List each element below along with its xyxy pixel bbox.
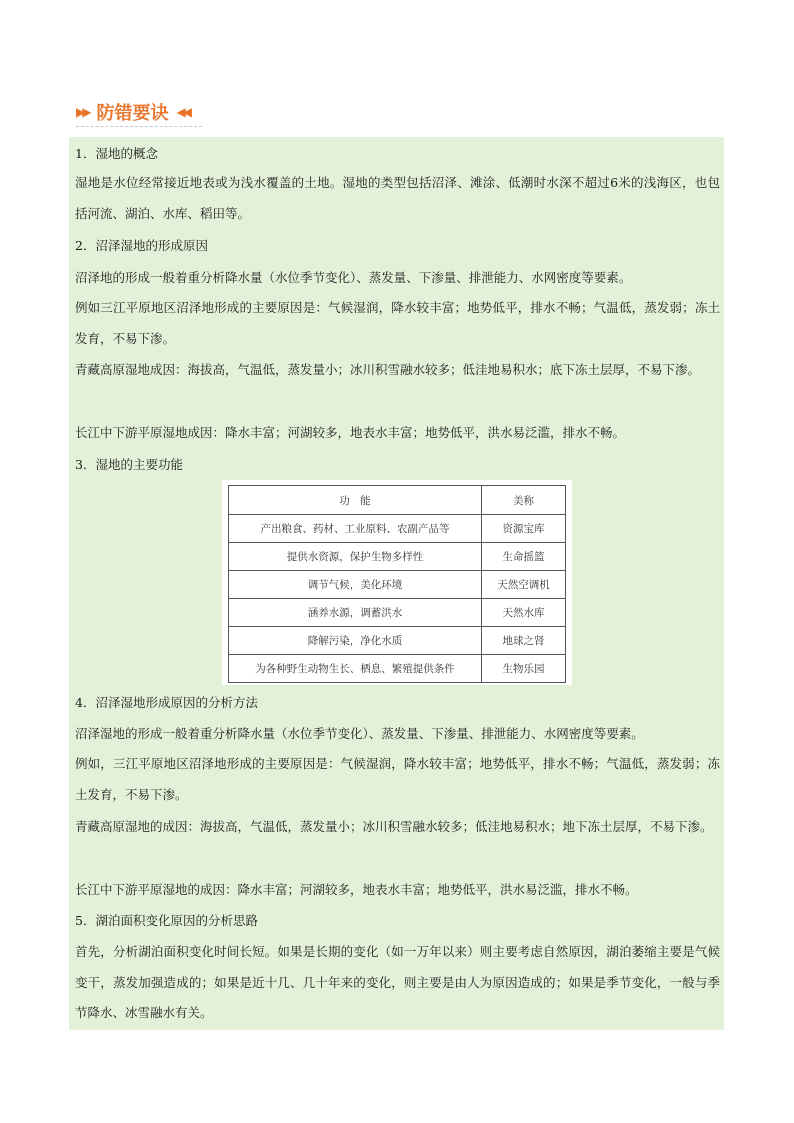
section-2-paragraph-1: 沼泽地的形成一般着重分析降水量（水位季节变化）、蒸发量、下渗量、排泄能力、水网密度等要素。 — [75, 270, 632, 285]
table-row — [229, 515, 566, 543]
table-cell-name: 地球之肾 — [482, 627, 566, 655]
section-2-title: 2．沼泽湿地的形成原因 — [75, 238, 208, 253]
section-1-title: 1．湿地的概念 — [75, 146, 158, 161]
section-4-paragraph-2: 例如，三江平原地区沼泽地形成的主要原因是：气候湿润，降水较丰富；地势低平，排水不畅；气温低，蒸发弱；冻土发育，不易下渗。 — [75, 756, 720, 802]
table-cell-function: 涵养水源，调蓄洪水 — [229, 599, 482, 627]
section-2-paragraph-4: 长江中下游平原湿地成因：降水丰富；河湖较多，地表水丰富；地势低平，洪水易泛滥，排水不畅。 — [75, 425, 626, 440]
right-triangles-icon: ▶▶ — [76, 105, 89, 119]
table-row — [229, 571, 566, 599]
table-cell-function: 提供水资源，保护生物多样性 — [229, 543, 482, 571]
table-header-name: 美称 — [482, 486, 566, 515]
left-triangles-icon: ◀◀ — [176, 105, 189, 119]
table-header-function: 功 能 — [229, 486, 482, 515]
table-row — [229, 655, 566, 683]
table-row — [229, 627, 566, 655]
section-3-title: 3．湿地的主要功能 — [75, 457, 183, 472]
heading-underline — [76, 126, 202, 127]
table-cell-name: 天然空调机 — [482, 571, 566, 599]
functions-table-box — [222, 480, 572, 685]
section-2-paragraph-3: 青藏高原湿地成因：海拔高，气温低，蒸发量小；冰川积雪融水较多；低洼地易积水；底下冻土层厚，不易下渗。 — [75, 362, 701, 377]
section-1-body: 湿地是水位经常接近地表或为浅水覆盖的土地。湿地的类型包括沼泽、滩涂、低潮时水深不超过6米的浅海区，也包括河流、湖泊、水库、稻田等。 — [75, 175, 720, 221]
table-cell-function: 为各种野生动物生长、栖息、繁殖提供条件 — [229, 655, 482, 683]
table-header-row — [229, 486, 566, 515]
section-4-paragraph-1: 沼泽湿地的形成一般着重分析降水量（水位季节变化）、蒸发量、下渗量、排泄能力、水网密度等要素。 — [75, 726, 644, 741]
heading-title: 防错要诀 — [96, 103, 169, 124]
section-5-title: 5．湖泊面积变化原因的分析思路 — [75, 913, 258, 928]
table-row — [229, 543, 566, 571]
table-cell-name: 生物乐园 — [482, 655, 566, 683]
table-cell-name: 生命摇篮 — [482, 543, 566, 571]
section-heading — [76, 98, 189, 126]
table-cell-name: 资源宝库 — [482, 515, 566, 543]
table-cell-function: 产出粮食、药材、工业原料、农副产品等 — [229, 515, 482, 543]
table-cell-name: 天然水库 — [482, 599, 566, 627]
section-4-paragraph-3: 青藏高原湿地的成因：海拔高，气温低，蒸发量小；冰川积雪融水较多；低洼地易积水；地下冻土层厚，不易下渗。 — [75, 819, 713, 834]
section-2-paragraph-2: 例如三江平原地区沼泽地形成的主要原因是：气候湿润，降水较丰富；地势低平，排水不畅；气温低，蒸发弱；冻土发育，不易下渗。 — [75, 300, 720, 346]
table-cell-function: 调节气候，美化环境 — [229, 571, 482, 599]
wetland-functions-table — [228, 485, 566, 683]
table-cell-function: 降解污染，净化水质 — [229, 627, 482, 655]
section-5-body: 首先，分析湖泊面积变化时间长短。如果是长期的变化（如一万年以来）则主要考虑自然原因，湖泊萎缩主要是气候变干，蒸发加强造成的；如果是近十几、几十年来的变化，则主要是由人为原因造成的；如果是季节变化，一般与季节降水、冰雪融水有关。 — [75, 944, 720, 1020]
section-4-paragraph-4: 长江中下游平原湿地的成因：降水丰富；河湖较多，地表水丰富；地势低平，洪水易泛滥，排水不畅。 — [75, 882, 638, 897]
section-4-title: 4．沼泽湿地形成原因的分析方法 — [75, 695, 258, 710]
table-row — [229, 599, 566, 627]
